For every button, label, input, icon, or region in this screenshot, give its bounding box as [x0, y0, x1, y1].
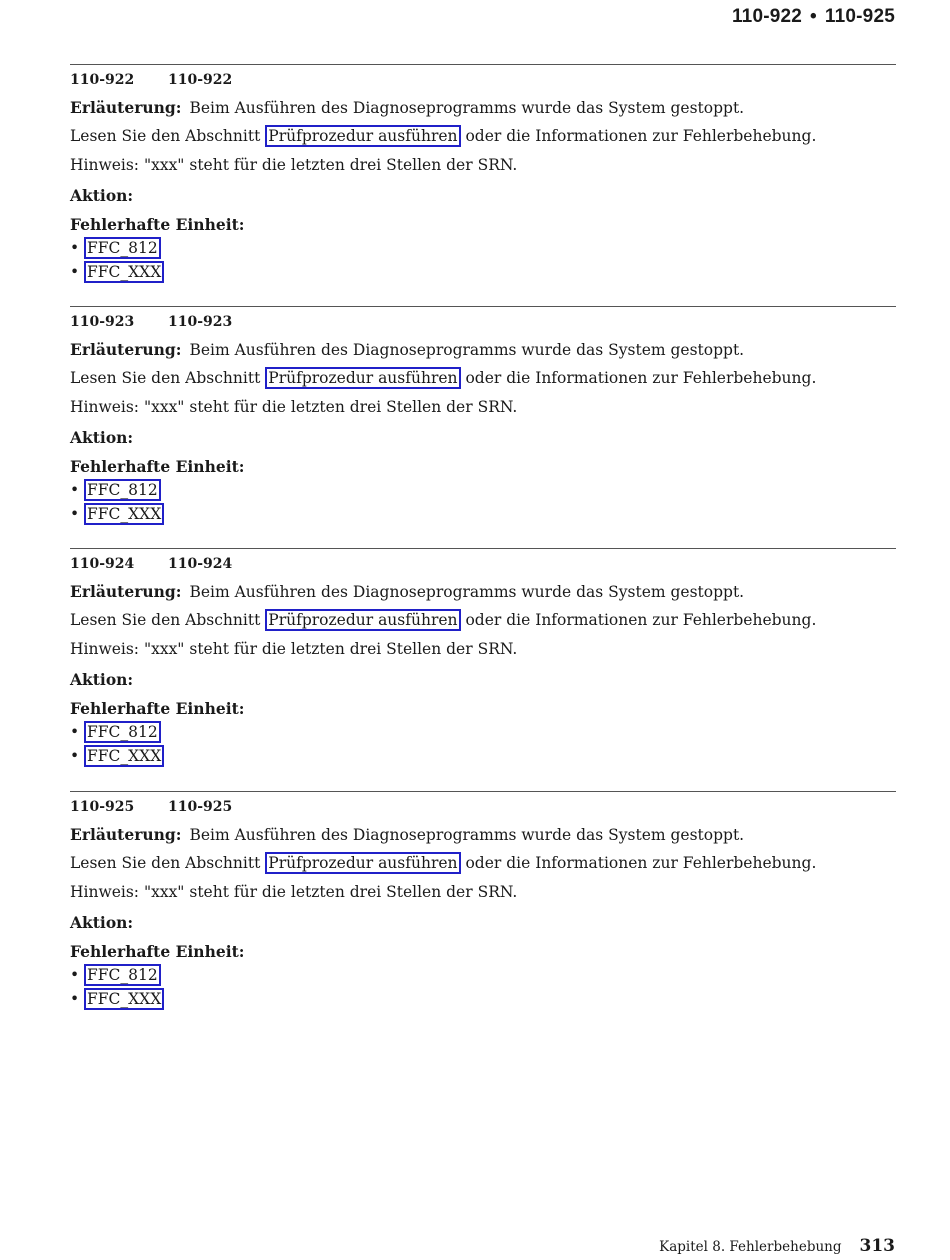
- section-divider: [70, 64, 896, 65]
- section-divider: [70, 791, 896, 792]
- bullet-dot: •: [70, 239, 80, 257]
- read-suffix: oder die Informationen zur Fehlerbehebung.: [465, 854, 817, 872]
- error-entry-110-924: [70, 548, 896, 765]
- read-procedure-line: [70, 127, 816, 145]
- read-prefix: Lesen Sie den Abschnitt: [70, 127, 261, 145]
- error-code: 110-924: [70, 556, 135, 572]
- section-divider: [70, 548, 896, 549]
- read-suffix: oder die Informationen zur Fehlerbehebung.: [465, 611, 817, 629]
- faulty-unit-label: Fehlerhafte Einheit:: [70, 699, 245, 718]
- unit-link[interactable]: FFC_812: [84, 964, 161, 986]
- explanation-line: [70, 582, 744, 601]
- explanation-text: Beim Ausführen des Diagnoseprogramms wurde das System gestoppt.: [189, 826, 745, 844]
- procedure-link[interactable]: Prüfprozedur ausführen: [265, 367, 460, 389]
- error-code-row: [70, 314, 233, 330]
- faulty-unit-label: Fehlerhafte Einheit:: [70, 215, 245, 234]
- page-header: [732, 6, 895, 28]
- faulty-unit-item: [70, 505, 164, 523]
- error-code-row: [70, 72, 233, 88]
- explanation-text: Beim Ausführen des Diagnoseprogramms wurde das System gestoppt.: [189, 99, 745, 117]
- action-label: Aktion:: [70, 670, 134, 689]
- note-line: Hinweis: "xxx" steht für die letzten drei Stellen der SRN.: [70, 640, 518, 658]
- read-prefix: Lesen Sie den Abschnitt: [70, 854, 261, 872]
- faulty-unit-item: [70, 966, 161, 984]
- page-footer: [659, 1236, 895, 1256]
- explanation-text: Beim Ausführen des Diagnoseprogramms wurde das System gestoppt.: [189, 583, 745, 601]
- faulty-unit-item: [70, 747, 164, 765]
- unit-link[interactable]: FFC_812: [84, 721, 161, 743]
- explanation-text: Beim Ausführen des Diagnoseprogramms wurde das System gestoppt.: [189, 341, 745, 359]
- error-entry-110-923: [70, 306, 896, 523]
- faulty-unit-label: Fehlerhafte Einheit:: [70, 942, 245, 961]
- error-code-title: 110-922: [168, 72, 233, 88]
- read-suffix: oder die Informationen zur Fehlerbehebung.: [465, 369, 817, 387]
- unit-link[interactable]: FFC_XXX: [84, 261, 164, 283]
- action-label: Aktion:: [70, 428, 134, 447]
- faulty-unit-item: [70, 723, 161, 741]
- faulty-unit-item: [70, 239, 161, 257]
- read-procedure-line: [70, 369, 816, 387]
- error-code: 110-923: [70, 314, 135, 330]
- read-prefix: Lesen Sie den Abschnitt: [70, 611, 261, 629]
- unit-link[interactable]: FFC_XXX: [84, 745, 164, 767]
- read-procedure-line: [70, 611, 816, 629]
- unit-link[interactable]: FFC_XXX: [84, 988, 164, 1010]
- explanation-label: Erläuterung:: [70, 98, 182, 117]
- explanation-line: [70, 340, 744, 359]
- procedure-link[interactable]: Prüfprozedur ausführen: [265, 125, 460, 147]
- procedure-link[interactable]: Prüfprozedur ausführen: [265, 609, 460, 631]
- bullet-dot: •: [70, 747, 80, 765]
- bullet-dot: •: [70, 481, 80, 499]
- chapter-title: Kapitel 8. Fehlerbehebung: [659, 1239, 842, 1255]
- read-procedure-line: [70, 854, 816, 872]
- header-bullet: •: [810, 6, 817, 27]
- error-code-row: [70, 799, 233, 815]
- error-code: 110-922: [70, 72, 135, 88]
- error-code: 110-925: [70, 799, 135, 815]
- error-code-title: 110-924: [168, 556, 233, 572]
- read-suffix: oder die Informationen zur Fehlerbehebung.: [465, 127, 817, 145]
- page-number: 313: [859, 1236, 895, 1256]
- unit-link[interactable]: FFC_812: [84, 237, 161, 259]
- unit-link[interactable]: FFC_XXX: [84, 503, 164, 525]
- note-line: Hinweis: "xxx" steht für die letzten drei Stellen der SRN.: [70, 156, 518, 174]
- unit-link[interactable]: FFC_812: [84, 479, 161, 501]
- action-label: Aktion:: [70, 913, 134, 932]
- bullet-dot: •: [70, 263, 80, 281]
- bullet-dot: •: [70, 723, 80, 741]
- faulty-unit-item: [70, 481, 161, 499]
- note-line: Hinweis: "xxx" steht für die letzten drei Stellen der SRN.: [70, 883, 518, 901]
- header-code-start: 110-922: [731, 6, 803, 27]
- bullet-dot: •: [70, 990, 80, 1008]
- section-divider: [70, 306, 896, 307]
- error-entry-110-925: [70, 791, 896, 1008]
- faulty-unit-item: [70, 990, 164, 1008]
- note-line: Hinweis: "xxx" steht für die letzten drei Stellen der SRN.: [70, 398, 518, 416]
- error-code-row: [70, 556, 233, 572]
- read-prefix: Lesen Sie den Abschnitt: [70, 369, 261, 387]
- bullet-dot: •: [70, 966, 80, 984]
- procedure-link[interactable]: Prüfprozedur ausführen: [265, 852, 460, 874]
- bullet-dot: •: [70, 505, 80, 523]
- explanation-label: Erläuterung:: [70, 582, 182, 601]
- action-label: Aktion:: [70, 186, 134, 205]
- explanation-line: [70, 825, 744, 844]
- error-code-title: 110-923: [168, 314, 233, 330]
- explanation-label: Erläuterung:: [70, 340, 182, 359]
- explanation-line: [70, 98, 744, 117]
- error-code-title: 110-925: [168, 799, 233, 815]
- error-entry-110-922: [70, 64, 896, 281]
- faulty-unit-label: Fehlerhafte Einheit:: [70, 457, 245, 476]
- faulty-unit-item: [70, 263, 164, 281]
- explanation-label: Erläuterung:: [70, 825, 182, 844]
- header-code-end: 110-925: [824, 6, 895, 27]
